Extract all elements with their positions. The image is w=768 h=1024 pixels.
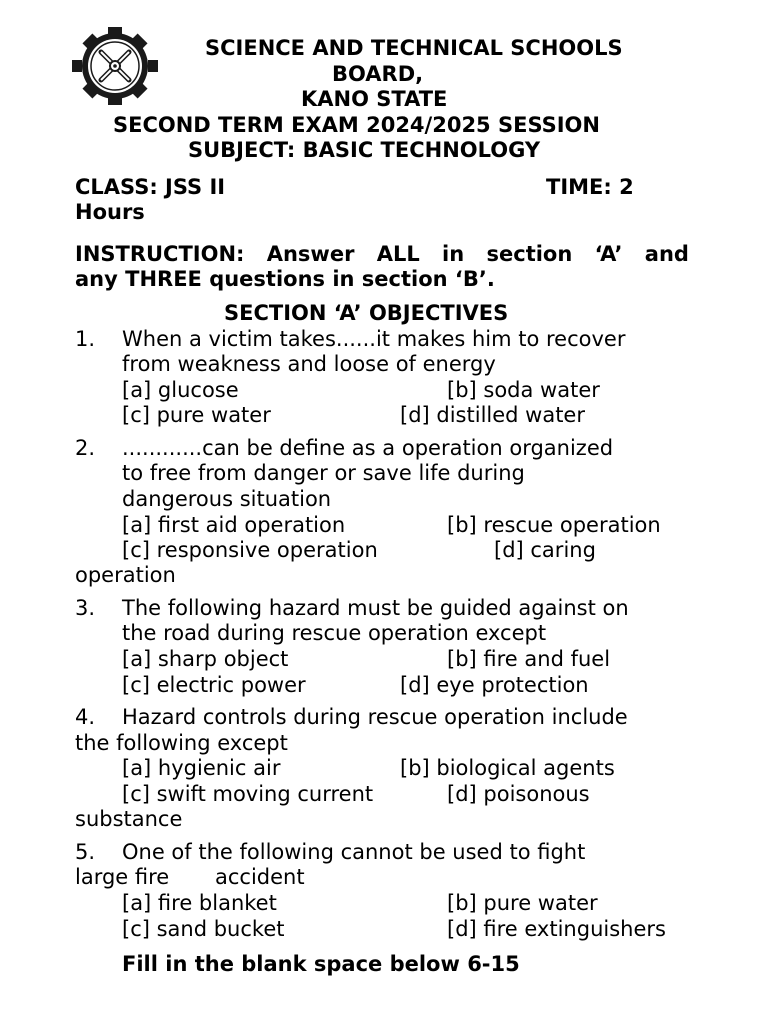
board-logo [71,27,159,105]
option-b: [b] fire and fuel [447,647,611,671]
board-name-line2: BOARD, [332,62,424,86]
option-c: [c] swift moving current [122,782,374,806]
question-text: When a victim takes......it makes him to recover [122,327,626,351]
question-text: dangerous situation [122,487,332,511]
question-text: from weakness and loose of energy [122,352,496,376]
question-text: accident [215,865,305,889]
subject-title: SUBJECT: BASIC TECHNOLOGY [188,138,541,162]
option-d: [d] distilled water [400,403,585,427]
question-number: 1. [75,327,96,351]
option-b: [b] rescue operation [447,513,661,537]
class-label: CLASS: JSS II [75,175,226,199]
exam-title: SECOND TERM EXAM 2024/2025 SESSION [113,113,600,137]
question-text: ............can be define as a operation organized [122,436,614,460]
question-number: 4. [75,705,96,729]
question-text: large fire [75,865,170,889]
option-b: [b] pure water [447,891,598,915]
option-d: [d] caring [494,538,596,562]
option-a: [a] glucose [122,378,239,402]
option-c: [c] electric power [122,673,306,697]
question-text: The following hazard must be guided against on [122,596,629,620]
question-text: the following except [75,731,288,755]
option-d: [d] eye protection [400,673,589,697]
option-d: [d] fire extinguishers [447,917,666,941]
option-d-wrap: operation [75,563,176,587]
option-a: [a] hygienic air [122,756,281,780]
instruction-line1: INSTRUCTION: Answer ALL in section ‘A’ and [75,242,689,266]
question-text: the road during rescue operation except [122,621,547,645]
option-d: [d] poisonous [447,782,590,806]
question-text: One of the following cannot be used to fight [122,840,586,864]
option-b: [b] soda water [447,378,600,402]
option-a: [a] fire blanket [122,891,277,915]
time-label: TIME: 2 [546,175,634,199]
question-text: Hazard controls during rescue operation include [122,705,628,729]
time-label-cont: Hours [75,200,145,224]
instruction-line2: any THREE questions in section ‘B’. [75,267,495,291]
question-number: 5. [75,840,96,864]
option-d-wrap: substance [75,807,183,831]
board-name-line1: SCIENCE AND TECHNICAL SCHOOLS [205,36,623,60]
state-name: KANO STATE [301,87,448,111]
section-title: SECTION ‘A’ OBJECTIVES [224,301,509,325]
option-a: [a] first aid operation [122,513,346,537]
question-number: 3. [75,596,96,620]
question-text: to free from danger or save life during [122,461,525,485]
option-c: [c] responsive operation [122,538,378,562]
option-b: [b] biological agents [400,756,615,780]
option-a: [a] sharp object [122,647,289,671]
option-c: [c] pure water [122,403,271,427]
question-number: 2. [75,436,96,460]
fill-in-heading: Fill in the blank space below 6-15 [122,952,520,976]
option-c: [c] sand bucket [122,917,285,941]
